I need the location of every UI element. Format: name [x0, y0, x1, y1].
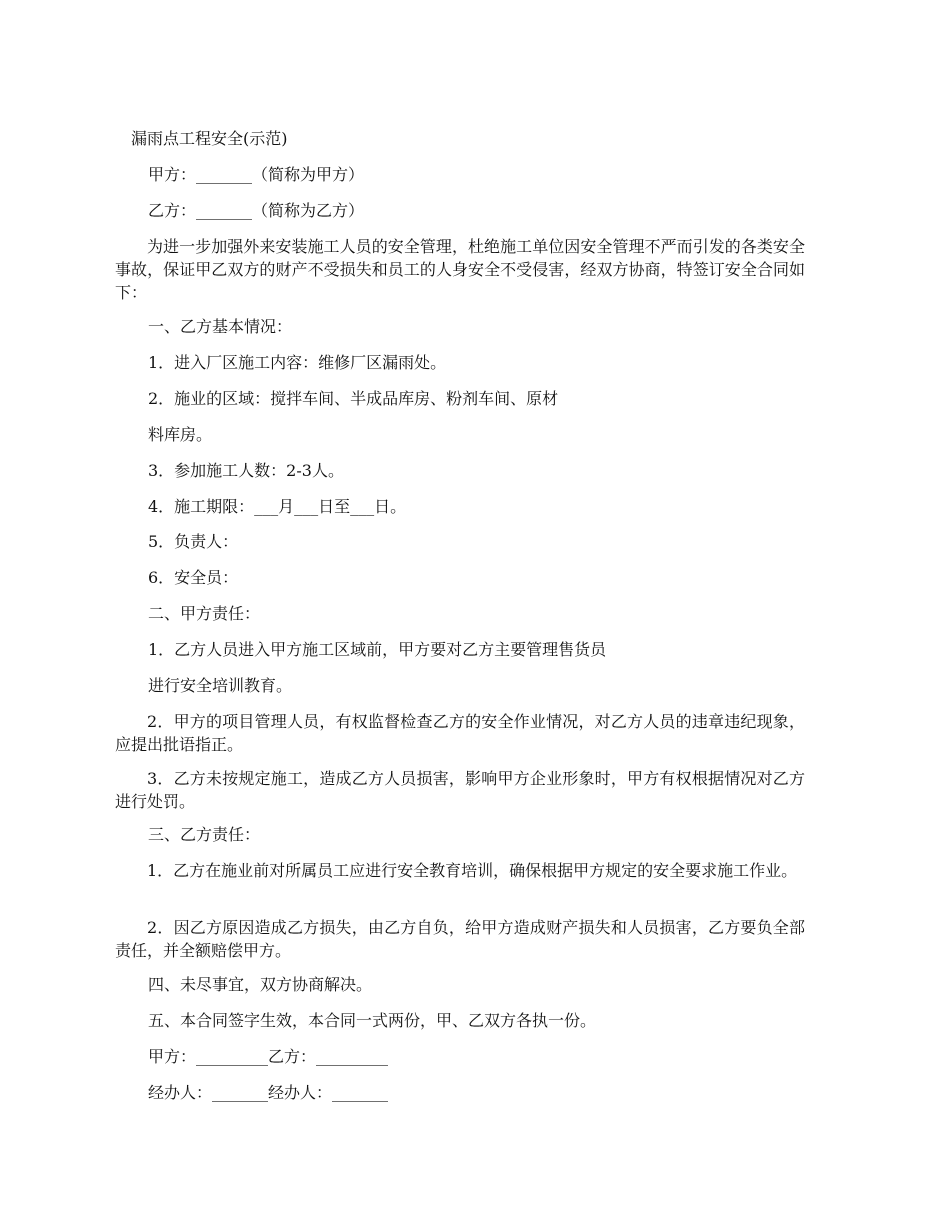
intro-paragraph: 为进一步加强外来安装施工人员的安全管理，杜绝施工单位因安全管理不严而引发的各类安全事故，保证甲乙双方的财产不受损失和员工的人身安全不受侵害，经双方协商，特签订安全合同如下：: [115, 237, 805, 302]
section5-line: 五、本合同签字生效，本合同一式两份，甲、乙双方各执一份。: [148, 1011, 597, 1030]
section1-item3: 3．参加施工人数：2-3人。: [148, 461, 344, 480]
section4-line: 四、未尽事宜，双方协商解决。: [148, 975, 373, 994]
section1-item2-line2: 料库房。: [148, 425, 213, 444]
section2-item2: 2．甲方的项目管理人员，有权监督检查乙方的安全作业情况，对乙方人员的违章违纪现象，应提出批语指正。: [115, 712, 805, 754]
section1-item1: 1．进入厂区施工内容：维修厂区漏雨处。: [148, 353, 447, 372]
section2-heading: 二、甲方责任：: [148, 604, 261, 623]
section2-item1-line1: 1．乙方人员进入甲方施工区域前，甲方要对乙方主要管理售货员: [148, 640, 607, 659]
section1-item6: 6．安全员：: [148, 568, 239, 587]
section1-heading: 一、乙方基本情况：: [148, 317, 293, 336]
section1-item5: 5．负责人：: [148, 532, 239, 551]
signature-agents-line: 经办人：_______经办人：_______: [148, 1083, 389, 1102]
party-a-line: 甲方：_______（简称为甲方）: [148, 165, 365, 184]
section2-item1-line2: 进行安全培训教育。: [148, 676, 293, 695]
party-b-line: 乙方：_______（简称为乙方）: [148, 201, 365, 220]
signature-parties-line: 甲方：_________乙方：_________: [148, 1047, 389, 1066]
section3-item1: 1．乙方在施业前对所属员工应进行安全教育培训，确保根据甲方规定的安全要求施工作业。: [147, 861, 798, 880]
section3-heading: 三、乙方责任：: [148, 825, 261, 844]
section1-item2-line1: 2．施业的区域：搅拌车间、半成品库房、粉剂车间、原材: [148, 389, 559, 408]
section2-item3: 3．乙方未按规定施工，造成乙方人员损害，影响甲方企业形象时，甲方有权根据情况对乙方进行处罚。: [115, 769, 805, 811]
section1-item4: 4．施工期限：___月___日至___日。: [148, 497, 407, 516]
document-title: 漏雨点工程安全(示范): [131, 129, 288, 148]
section3-item2: 2．因乙方原因造成乙方损失，由乙方自负，给甲方造成财产损失和人员损害，乙方要负全部责任，并全额赔偿甲方。: [115, 918, 805, 960]
